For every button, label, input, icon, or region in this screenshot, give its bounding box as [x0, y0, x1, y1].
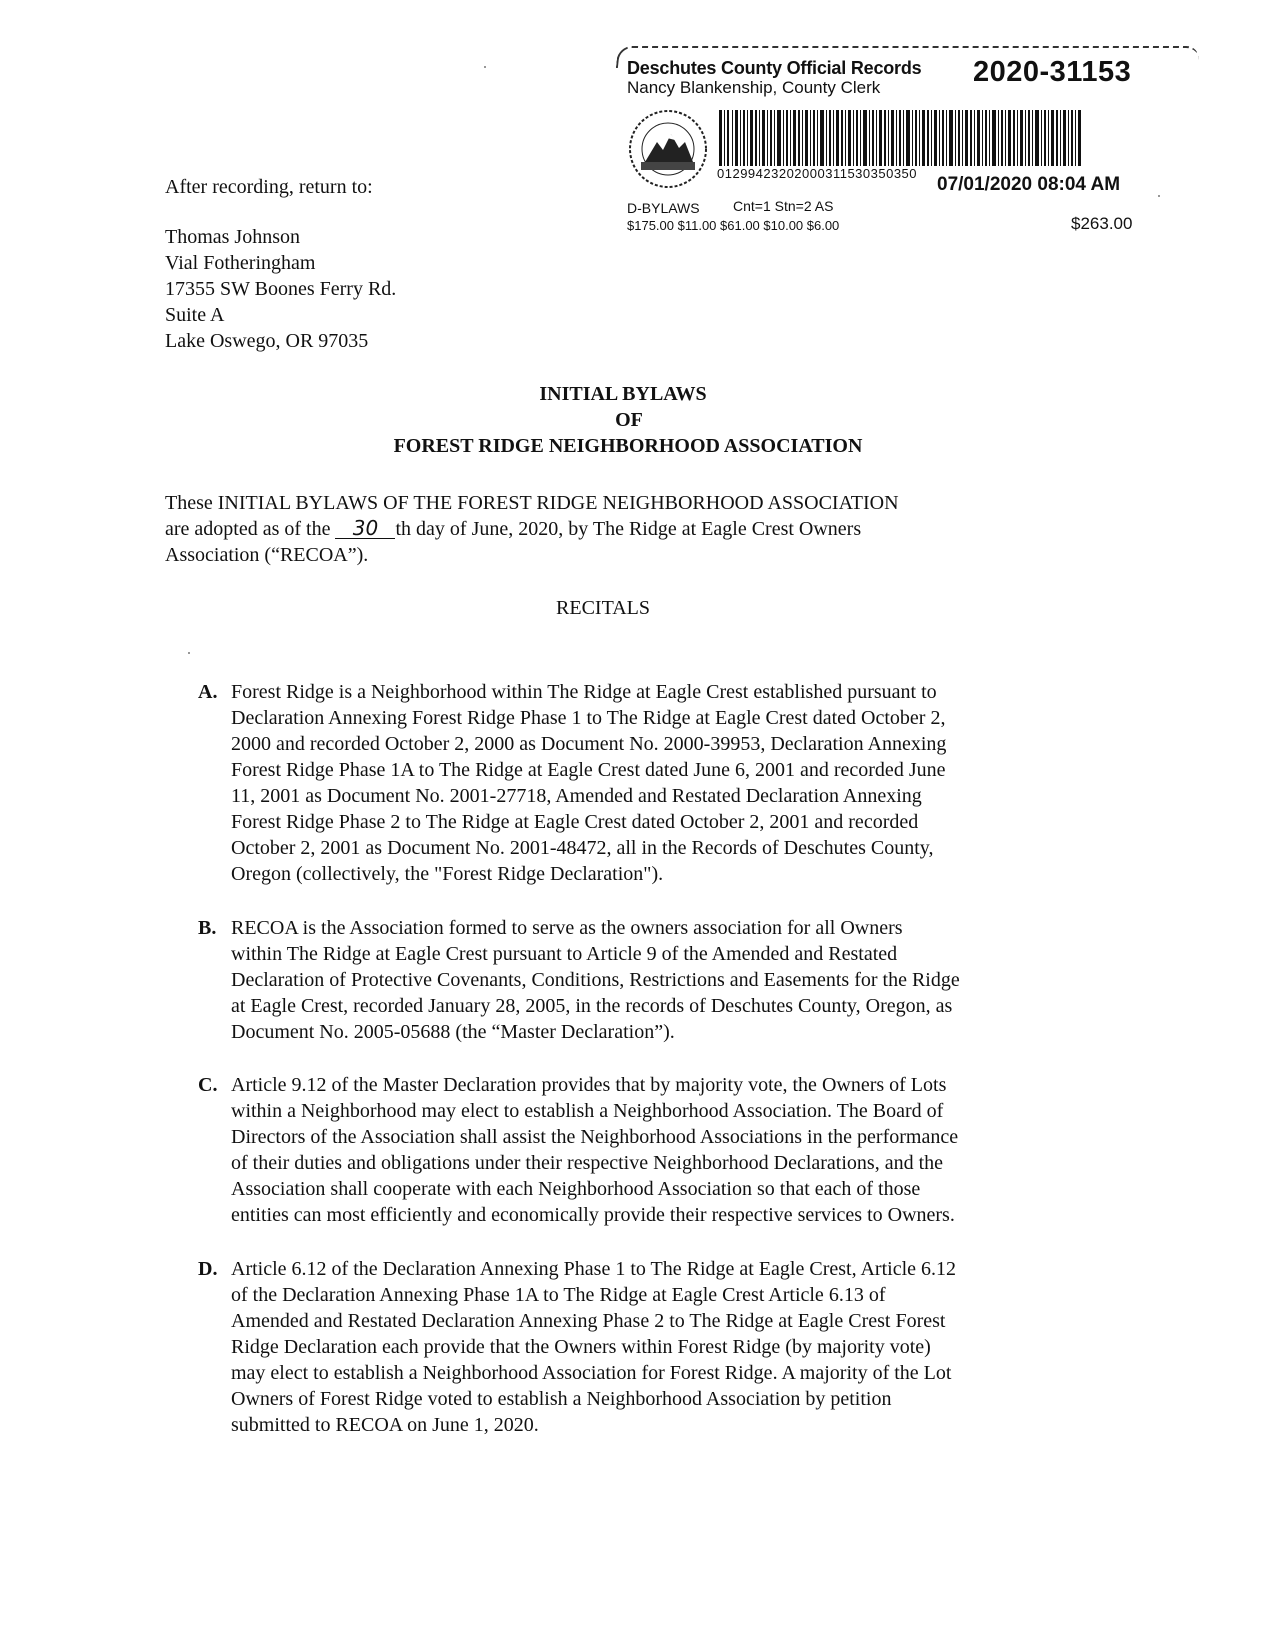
stamp-fees: $175.00 $11.00 $61.00 $10.00 $6.00 [627, 218, 840, 233]
stamp-organization: Deschutes County Official Records [627, 58, 922, 78]
return-address [165, 224, 396, 354]
title-line: OF [615, 409, 643, 431]
intro-line: Association (“RECOA”). [165, 544, 369, 566]
intro-line [165, 516, 1045, 542]
stamp-datetime: 07/01/2020 08:04 AM [937, 174, 1121, 195]
scan-speck [484, 66, 486, 68]
barcode-number: 01299423202000311530350350 [717, 166, 918, 181]
address-line: Thomas Johnson [165, 226, 300, 248]
recital-line: within a Neighborhood may elect to establish a Neighborhood Association. The Board of [231, 1100, 944, 1122]
recitals-heading [0, 597, 1270, 620]
recital-line: Directors of the Association shall assist the Neighborhood Associations in the performance [231, 1126, 959, 1148]
title-line: INITIAL BYLAWS [539, 383, 707, 405]
intro-text: th day of June, 2020, by The Ridge at Eagle Crest Owners [395, 518, 862, 540]
recital-line: RECOA is the Association formed to serve as the owners association for all Owners [231, 917, 903, 939]
recital-letter: D. [198, 1258, 218, 1280]
recital-line: Declaration of Protective Covenants, Conditions, Restrictions and Easements for the Ridge [231, 969, 960, 991]
recital-line: of their duties and obligations under their respective Neighborhood Declarations, and the [231, 1152, 944, 1174]
recital-line: at Eagle Crest, recorded January 28, 2005, in the records of Deschutes County, Oregon, as [231, 995, 953, 1017]
stamp-doc-type: D-BYLAWS [627, 200, 700, 216]
stamp-clerk: Nancy Blankenship, County Clerk [627, 78, 881, 97]
recital-line: 2000 and recorded October 2, 2000 as Document No. 2000-39953, Declaration Annexing [231, 733, 947, 755]
recital-line: entities can most efficiently and economically provide their respective services to Owners. [231, 1204, 955, 1226]
recital-line: 11, 2001 as Document No. 2001-27718, Amended and Restated Declaration Annexing [231, 785, 922, 807]
document-title [0, 381, 1270, 459]
recital-line: Declaration Annexing Forest Ridge Phase 1 to The Ridge at Eagle Crest dated October 2, [231, 707, 946, 729]
scan-speck [1158, 195, 1160, 197]
address-line: Vial Fotheringham [165, 252, 316, 274]
return-to-label: After recording, return to: [165, 176, 373, 198]
recital-line: October 2, 2001 as Document No. 2001-48472, all in the Records of Deschutes County, [231, 837, 934, 859]
stamp-total: $263.00 [1071, 214, 1133, 233]
recital-line: of the Declaration Annexing Phase 1A to The Ridge at Eagle Crest Article 6.13 of [231, 1284, 886, 1306]
recital-text [231, 915, 960, 1045]
recital-line: Document No. 2005-05688 (the “Master Declaration”). [231, 1021, 675, 1043]
recital-line: Owners of Forest Ridge voted to establish a Neighborhood Association by petition [231, 1388, 892, 1410]
recording-stamp [617, 46, 1207, 246]
intro-text: are adopted as of the [165, 518, 336, 540]
recital-line: Article 6.12 of the Declaration Annexing Phase 1 to The Ridge at Eagle Crest, Article 6.12 [231, 1258, 956, 1280]
recital-line: within The Ridge at Eagle Crest pursuant to Article 9 of the Amended and Restated [231, 943, 898, 965]
address-line: 17355 SW Boones Ferry Rd. [165, 278, 397, 300]
recital-line: may elect to establish a Neighborhood Association for Forest Ridge. A majority of the Lot [231, 1362, 952, 1384]
county-seal-icon [627, 108, 709, 190]
recital-line: Article 9.12 of the Master Declaration provides that by majority vote, the Owners of Lots [231, 1074, 947, 1096]
recital-text [231, 1072, 958, 1228]
recital-line: Forest Ridge Phase 1A to The Ridge at Eagle Crest dated June 6, 2001 and recorded June [231, 759, 946, 781]
recital-line: Amended and Restated Declaration Annexing Phase 2 to The Ridge at Eagle Crest Forest [231, 1310, 946, 1332]
title-line: FOREST RIDGE NEIGHBORHOOD ASSOCIATION [393, 435, 863, 457]
recital-letter: C. [198, 1074, 218, 1096]
recital-line: Ridge Declaration each provide that the Owners within Forest Ridge (by majority vote) [231, 1336, 931, 1358]
address-line: Suite A [165, 304, 225, 326]
intro-line: These INITIAL BYLAWS OF THE FOREST RIDGE NEIGHBORHOOD ASSOCIATION [165, 492, 899, 514]
handwritten-day: 30 [335, 518, 395, 539]
recital-letter: A. [198, 681, 218, 703]
recital-letter: B. [198, 917, 217, 939]
recital-line: Association shall cooperate with each Neighborhood Association so that each of those [231, 1178, 921, 1200]
recital-text [231, 679, 946, 887]
recital-text [231, 1256, 956, 1438]
intro-paragraph [165, 490, 1045, 568]
address-line: Lake Oswego, OR 97035 [165, 330, 369, 352]
scan-speck [188, 652, 190, 654]
recital-line: Oregon (collectively, the "Forest Ridge Declaration"). [231, 863, 664, 885]
stamp-document-number: 2020-31153 [973, 56, 1132, 88]
recital-line: Forest Ridge is a Neighborhood within The Ridge at Eagle Crest established pursuant to [231, 681, 937, 703]
stamp-count-info: Cnt=1 Stn=2 AS [733, 198, 834, 214]
recital-line: Forest Ridge Phase 2 to The Ridge at Eagle Crest dated October 2, 2001 and recorded [231, 811, 919, 833]
recital-line: submitted to RECOA on June 1, 2020. [231, 1414, 539, 1436]
barcode [719, 110, 1081, 172]
recitals-heading-text: RECITALS [556, 597, 650, 619]
